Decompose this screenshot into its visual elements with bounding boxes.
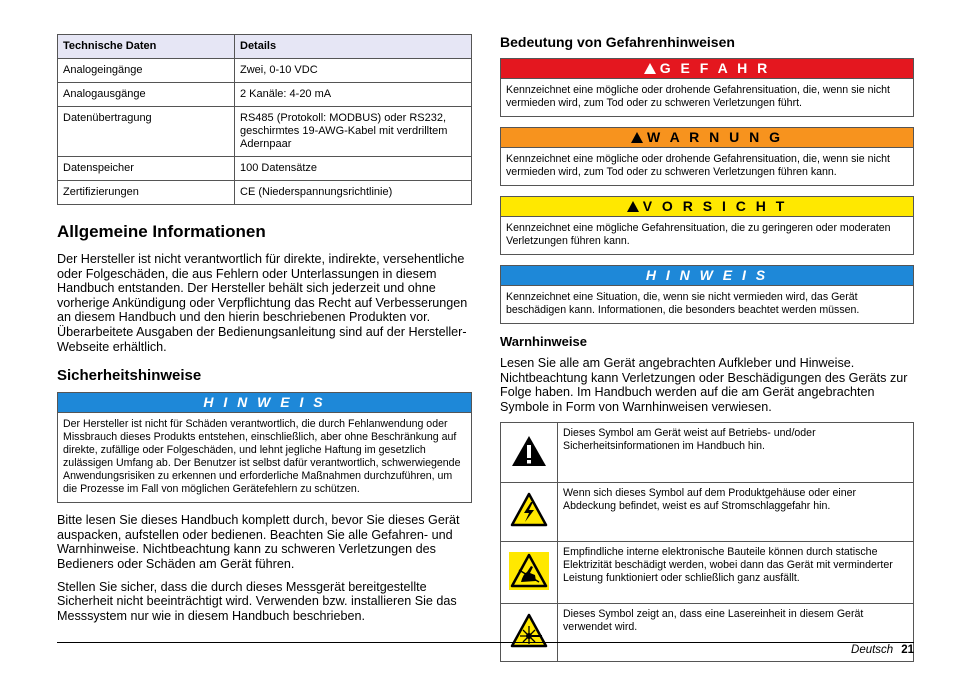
safety-heading: Sicherheitshinweise: [57, 367, 202, 385]
notice-text: Der Hersteller ist nicht für Schäden verantwortlich, die durch Fehlanwendung oder Missbrauch dieses Produkts entstehen, einschließlich, aber ohne Beschränkung auf direkte, zufällige oder Folgeschäden, und lehnt jegliche Haftung im gesetzlich zulässigen Umfang ab. Der Benutzer ist selbst dafür verantwortlich, schwerwiegende Anwendungsrisiken zu erkennen und erforderliche Maßnahmen durchzuführen, um die Prozesse im Fall von möglichen Gerätefehlern zu schützen.: [63, 418, 461, 496]
esd-icon: [509, 552, 549, 590]
notice-box: [57, 392, 472, 503]
general-warning-icon: [511, 434, 547, 468]
danger-text: Kennzeichnet eine mögliche oder drohende Gefahrensituation, die, wenn sie nicht vermieden wird, zum Tod oder zu schweren Verletzungen führt.: [506, 84, 890, 109]
laser-icon: [510, 613, 548, 649]
table-cell: Datenübertragung: [58, 107, 235, 157]
notice-label: H I N W E I S: [58, 393, 471, 413]
table-row: [58, 157, 472, 181]
table-row: [58, 83, 472, 107]
symbol-cell: [501, 542, 558, 604]
footer-language: Deutsch: [851, 644, 894, 656]
electric-shock-icon: [510, 492, 548, 528]
table-cell: Zwei, 0-10 VDC: [235, 59, 472, 83]
danger-label: G E F A H R: [659, 60, 771, 76]
danger-box: [500, 58, 914, 117]
symbol-description: Dieses Symbol zeigt an, dass eine Lasereinheit in diesem Gerät verwendet wird.: [558, 604, 914, 662]
table-cell: 2 Kanäle: 4-20 mA: [235, 83, 472, 107]
symbol-table: [500, 422, 914, 662]
table-header-cell: Details: [235, 35, 472, 59]
table-row: [501, 542, 914, 604]
caution-text: Kennzeichnet eine mögliche Gefahrensituation, die zu geringeren oder moderaten Verletzungen führen kann.: [506, 222, 891, 247]
warning-text: Kennzeichnet eine mögliche oder drohende Gefahrensituation, die, wenn sie nicht vermieden wird, zum Tod oder zu schweren Verletzungen führen kann.: [506, 153, 890, 178]
warning-triangle-icon: [627, 201, 639, 212]
page-number: 21: [901, 644, 914, 656]
table-cell: 100 Datensätze: [235, 157, 472, 181]
table-row: [58, 181, 472, 205]
warning-triangle-icon: [631, 132, 643, 143]
danger-header: [501, 59, 913, 79]
warning-box: [500, 127, 914, 186]
safety-paragraph-1: Bitte lesen Sie dieses Handbuch komplett durch, bevor Sie dieses Gerät auspacken, aufstellen oder bedienen. Beachten Sie alle Gefahren- und Warnhinweise. Nichtbeachtung kann zu schweren Verletzungen des Bedieners oder Schäden am Gerät führen.: [57, 513, 460, 571]
symbol-cell: [501, 604, 558, 662]
caution-label: V O R S I C H T: [642, 198, 788, 214]
warning-label: W A R N U N G: [647, 129, 783, 145]
table-row: [58, 107, 472, 157]
symbol-cell: [501, 483, 558, 542]
spec-table: [57, 34, 472, 205]
table-cell: Datenspeicher: [58, 157, 235, 181]
page-footer: [851, 644, 914, 656]
notice-text: Kennzeichnet eine Situation, die, wenn sie nicht vermieden wird, das Gerät beschädigen kann. Informationen, die besonders beachtet werden müssen.: [506, 291, 860, 316]
table-cell: CE (Niederspannungsrichtlinie): [235, 181, 472, 205]
table-row: [58, 59, 472, 83]
safety-paragraph-2: Stellen Sie sicher, dass die durch dieses Messgerät bereitgestellte Sicherheit nicht beeinträchtigt wird. Verwenden bzw. installieren Sie das Messsystem nur wie in diesem Handbuch beschrieben.: [57, 579, 457, 623]
footer-divider: [57, 642, 914, 643]
right-column: [500, 34, 914, 662]
general-info-heading: Allgemeine Informationen: [57, 222, 266, 241]
hazard-meaning-heading: Bedeutung von Gefahrenhinweisen: [500, 34, 735, 50]
general-info-text: Der Hersteller ist nicht verantwortlich für direkte, indirekte, versehentliche oder Folgeschäden, die aus Fehlern oder Unterlassungen in diesem Handbuch entstanden. Der Hersteller behält sich jederzeit und ohne vorherige Ankündigung oder Verpflichtung das Recht auf Verbesserungen an diesem Handbuch und den hierin beschriebenen Produkten vor. Überarbeitete Ausgaben der Bedienungsanleitung sind auf der Hersteller-Webseite erhältlich.: [57, 252, 468, 354]
symbol-description: Empfindliche interne elektronische Bauteile können durch statische Elektrizität beschädigt werden, wobei dann das Gerät mit verminderter Leistung funktioniert oder schließlich ganz ausfällt.: [558, 542, 914, 604]
symbol-description: Wenn sich dieses Symbol auf dem Produktgehäuse oder einer Abdeckung befindet, weist es auf Stromschlaggefahr hin.: [558, 483, 914, 542]
table-row: [501, 483, 914, 542]
table-header-row: [58, 35, 472, 59]
symbol-description: Dieses Symbol am Gerät weist auf Betriebs- und/oder Sicherheitsinformationen im Handbuch hin.: [558, 423, 914, 483]
caution-box: [500, 196, 914, 255]
notice-label: H I N W E I S: [501, 266, 913, 286]
table-cell: Analogeingänge: [58, 59, 235, 83]
table-cell: RS485 (Protokoll: MODBUS) oder RS232, geschirmtes 19-AWG-Kabel mit verdrilltem Adernpaar: [235, 107, 472, 157]
symbol-cell: [501, 423, 558, 483]
caution-header: [501, 197, 913, 217]
warning-header: [501, 128, 913, 148]
left-column: [57, 34, 472, 631]
notice-box: [500, 265, 914, 324]
table-cell: Zertifizierungen: [58, 181, 235, 205]
table-row: [501, 423, 914, 483]
table-cell: Analogausgänge: [58, 83, 235, 107]
warnings-heading: Warnhinweise: [500, 334, 587, 349]
table-header-cell: Technische Daten: [58, 35, 235, 59]
warning-triangle-icon: [644, 63, 656, 74]
warnings-text: Lesen Sie alle am Gerät angebrachten Aufkleber und Hinweise. Nichtbeachtung kann Verletzungen oder Beschädigungen des Geräts zur Folge haben. Im Handbuch werden auf die am Gerät angebrachten Symbole in Form von Warnhinweisen verwiesen.: [500, 356, 908, 414]
